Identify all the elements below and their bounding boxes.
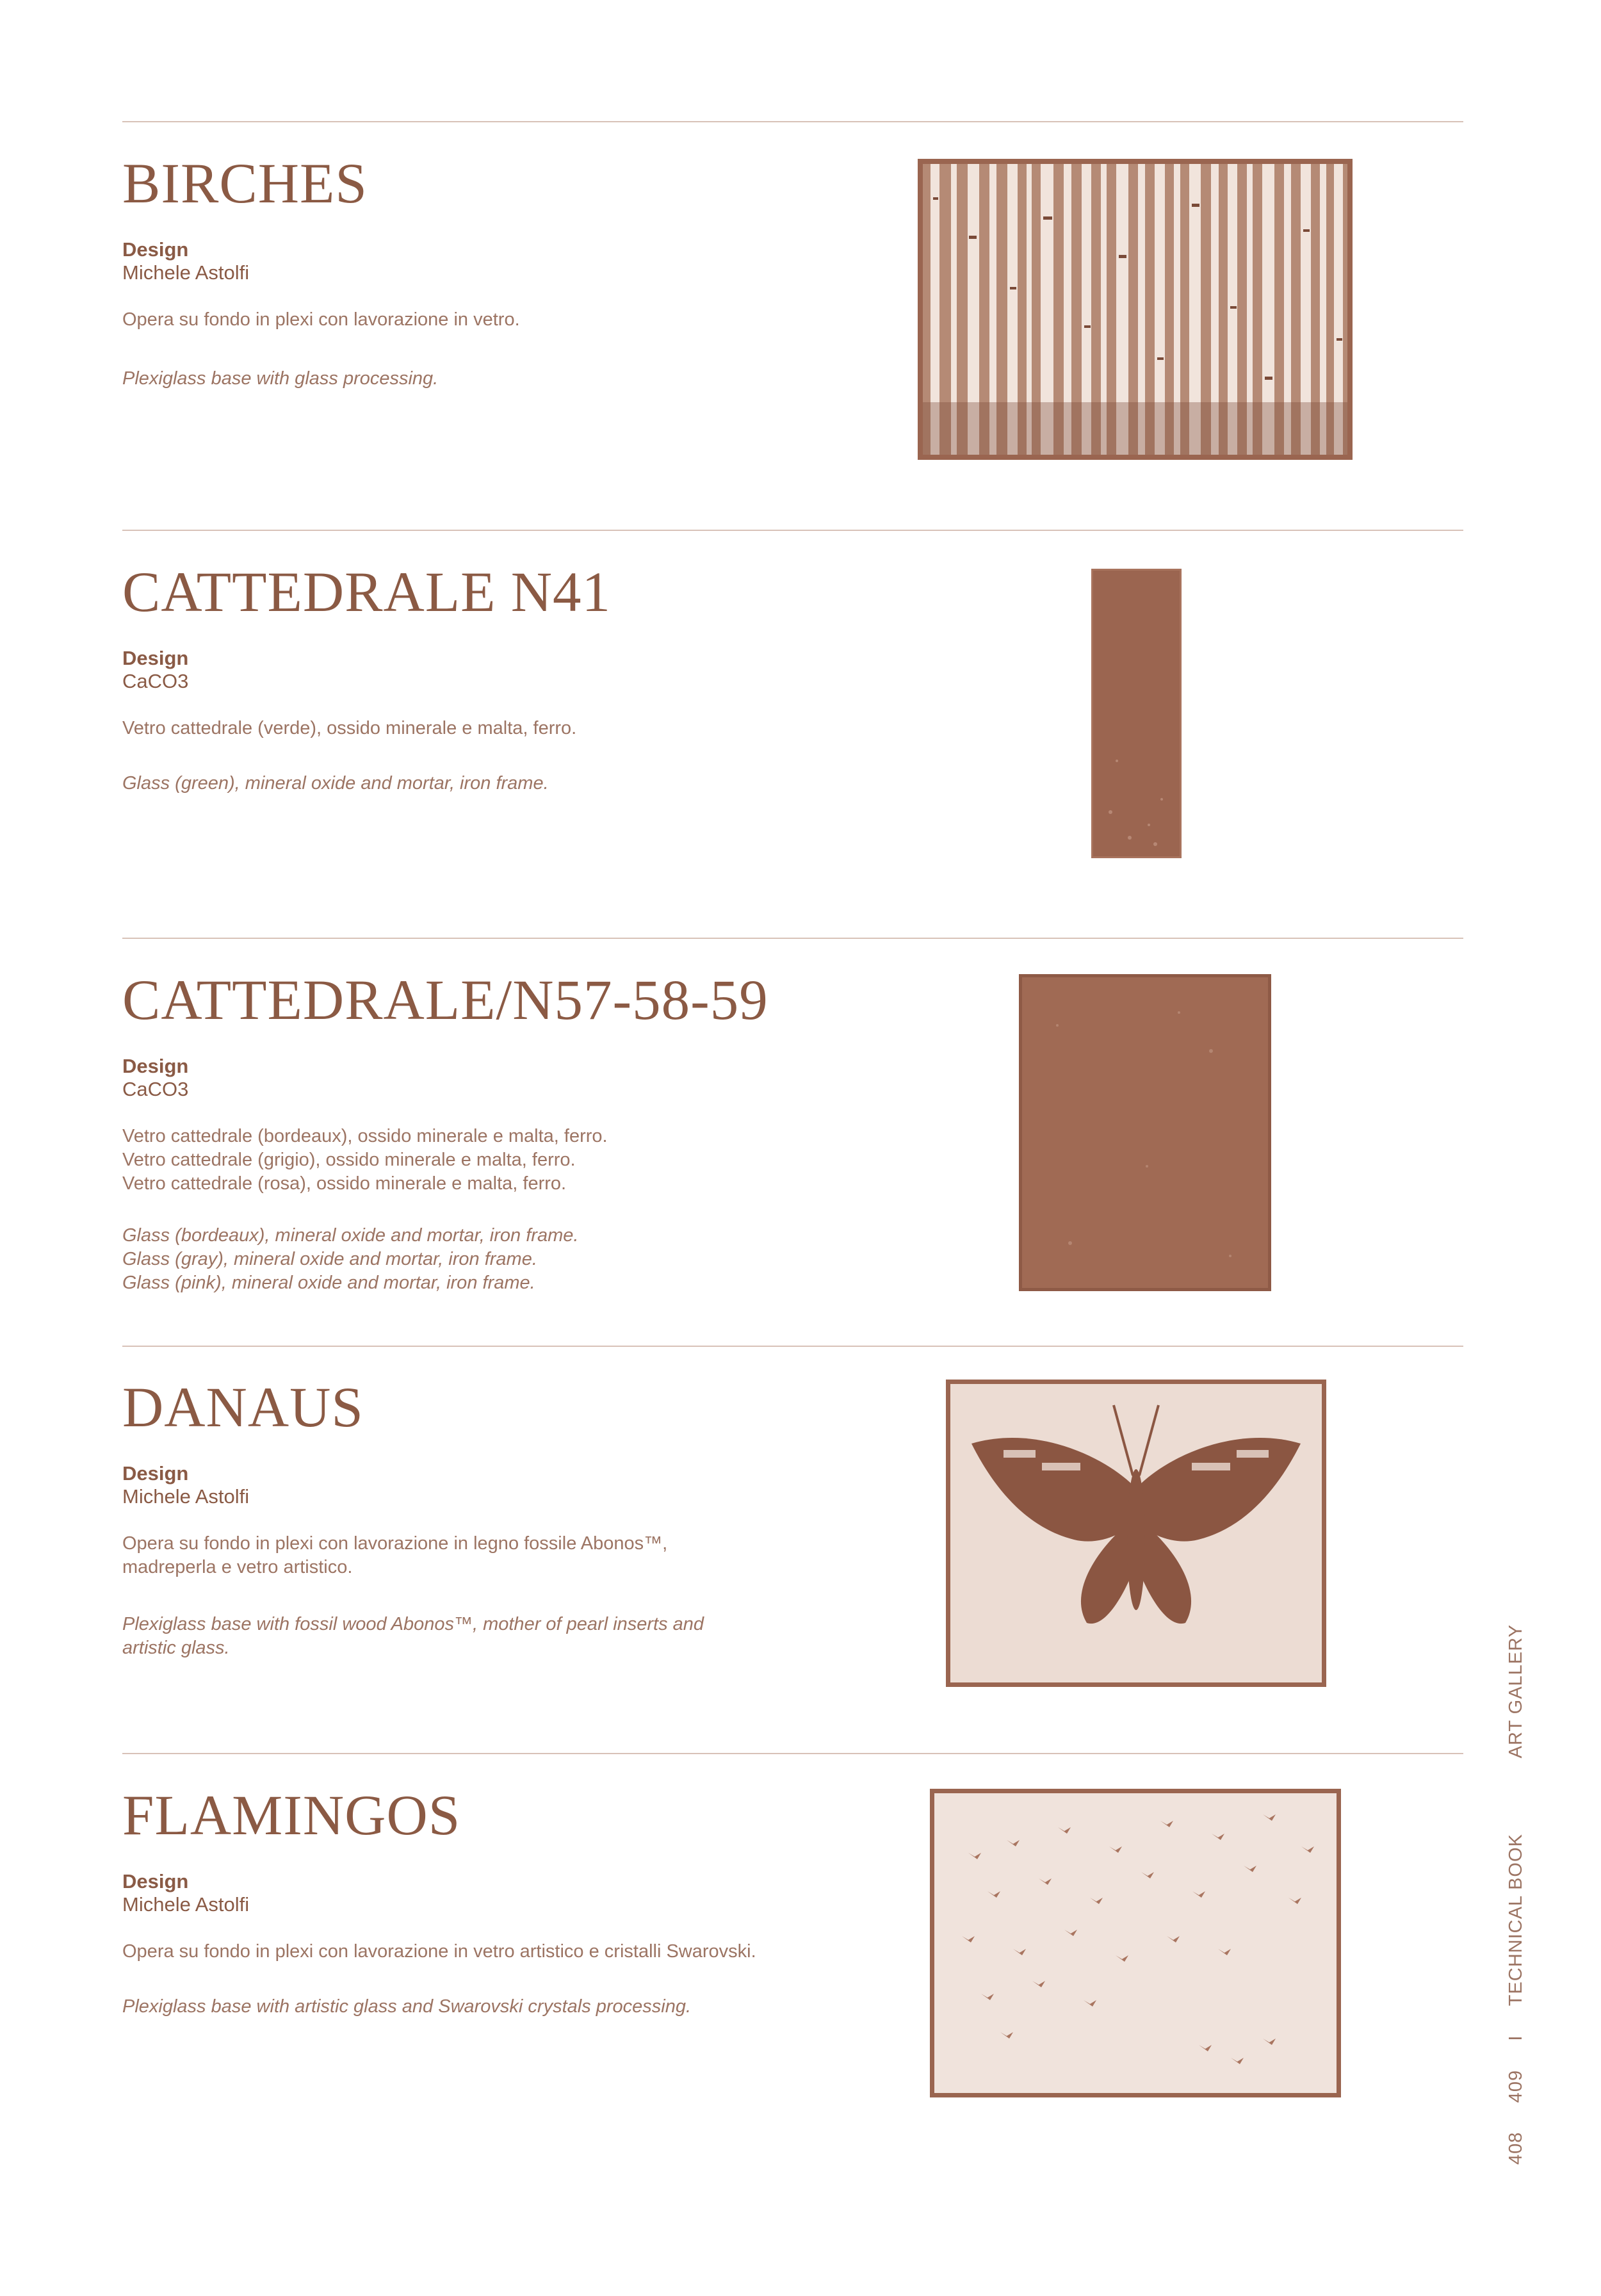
product-title: CATTEDRALE N41 xyxy=(122,561,612,624)
designer-name: CaCO3 xyxy=(122,670,189,692)
description-english: Plexiglass base with fossil wood Abonos™, mother of pearl inserts and artistic glass. xyxy=(122,1614,704,1658)
description-italian: Opera su fondo in plexi con lavorazione in vetro artistico e cristalli Swarovski. xyxy=(122,1941,756,1962)
section-divider xyxy=(122,530,1463,531)
description-italian: Vetro cattedrale (bordeaux), ossido minerale e malta, ferro. Vetro cattedrale (grigio), ossido minerale e malta, ferro. Vetro cattedrale (rosa), ossido minerale e malta, ferro. xyxy=(122,1126,608,1194)
book-title: TECHNICAL BOOK xyxy=(1506,1834,1526,2007)
page-number-right: 409 xyxy=(1506,2069,1526,2103)
birches-artwork-image xyxy=(918,159,1353,460)
description-italian: Opera su fondo in plexi con lavorazione in vetro. xyxy=(122,309,520,330)
design-label: Design xyxy=(122,1870,189,1893)
designer-name: Michele Astolfi xyxy=(122,261,250,284)
product-title: FLAMINGOS xyxy=(122,1784,461,1847)
description-english: Plexiglass base with artistic glass and Swarovski crystals processing. xyxy=(122,1996,692,2017)
page-number-left: 408 xyxy=(1506,2131,1526,2165)
designer-name: CaCO3 xyxy=(122,1078,189,1100)
product-title: DANAUS xyxy=(122,1376,364,1439)
description-english: Glass (green), mineral oxide and mortar, iron frame. xyxy=(122,773,549,794)
flamingos-artwork-image xyxy=(930,1789,1341,2097)
cattedrale-n41-artwork-image xyxy=(1091,569,1182,858)
cattedrale-n57-58-59-artwork-image xyxy=(1019,974,1271,1291)
design-label: Design xyxy=(122,1055,189,1077)
description-italian: Vetro cattedrale (verde), ossido minerale e malta, ferro. xyxy=(122,718,577,738)
description-italian: Opera su fondo in plexi con lavorazione in legno fossile Abonos™, madreperla e vetro artistico. xyxy=(122,1533,668,1577)
description-english: Glass (bordeaux), mineral oxide and mortar, iron frame. Glass (gray), mineral oxide and mortar, iron frame. Glass (pink), mineral oxide and mortar, iron frame. xyxy=(122,1225,579,1293)
danaus-artwork-image xyxy=(946,1380,1326,1687)
design-label: Design xyxy=(122,238,189,261)
sidebar-separator: I xyxy=(1506,2035,1526,2041)
section-title: ART GALLERY xyxy=(1506,1624,1526,1759)
designer-name: Michele Astolfi xyxy=(122,1485,250,1508)
section-divider xyxy=(122,1753,1463,1754)
section-divider xyxy=(122,121,1463,122)
product-title: BIRCHES xyxy=(122,152,368,215)
section-divider xyxy=(122,1346,1463,1347)
design-label: Design xyxy=(122,1462,189,1485)
product-title: CATTEDRALE/N57-58-59 xyxy=(122,969,768,1032)
designer-name: Michele Astolfi xyxy=(122,1893,250,1916)
description-english: Plexiglass base with glass processing. xyxy=(122,368,439,389)
section-divider xyxy=(122,938,1463,939)
design-label: Design xyxy=(122,647,189,669)
